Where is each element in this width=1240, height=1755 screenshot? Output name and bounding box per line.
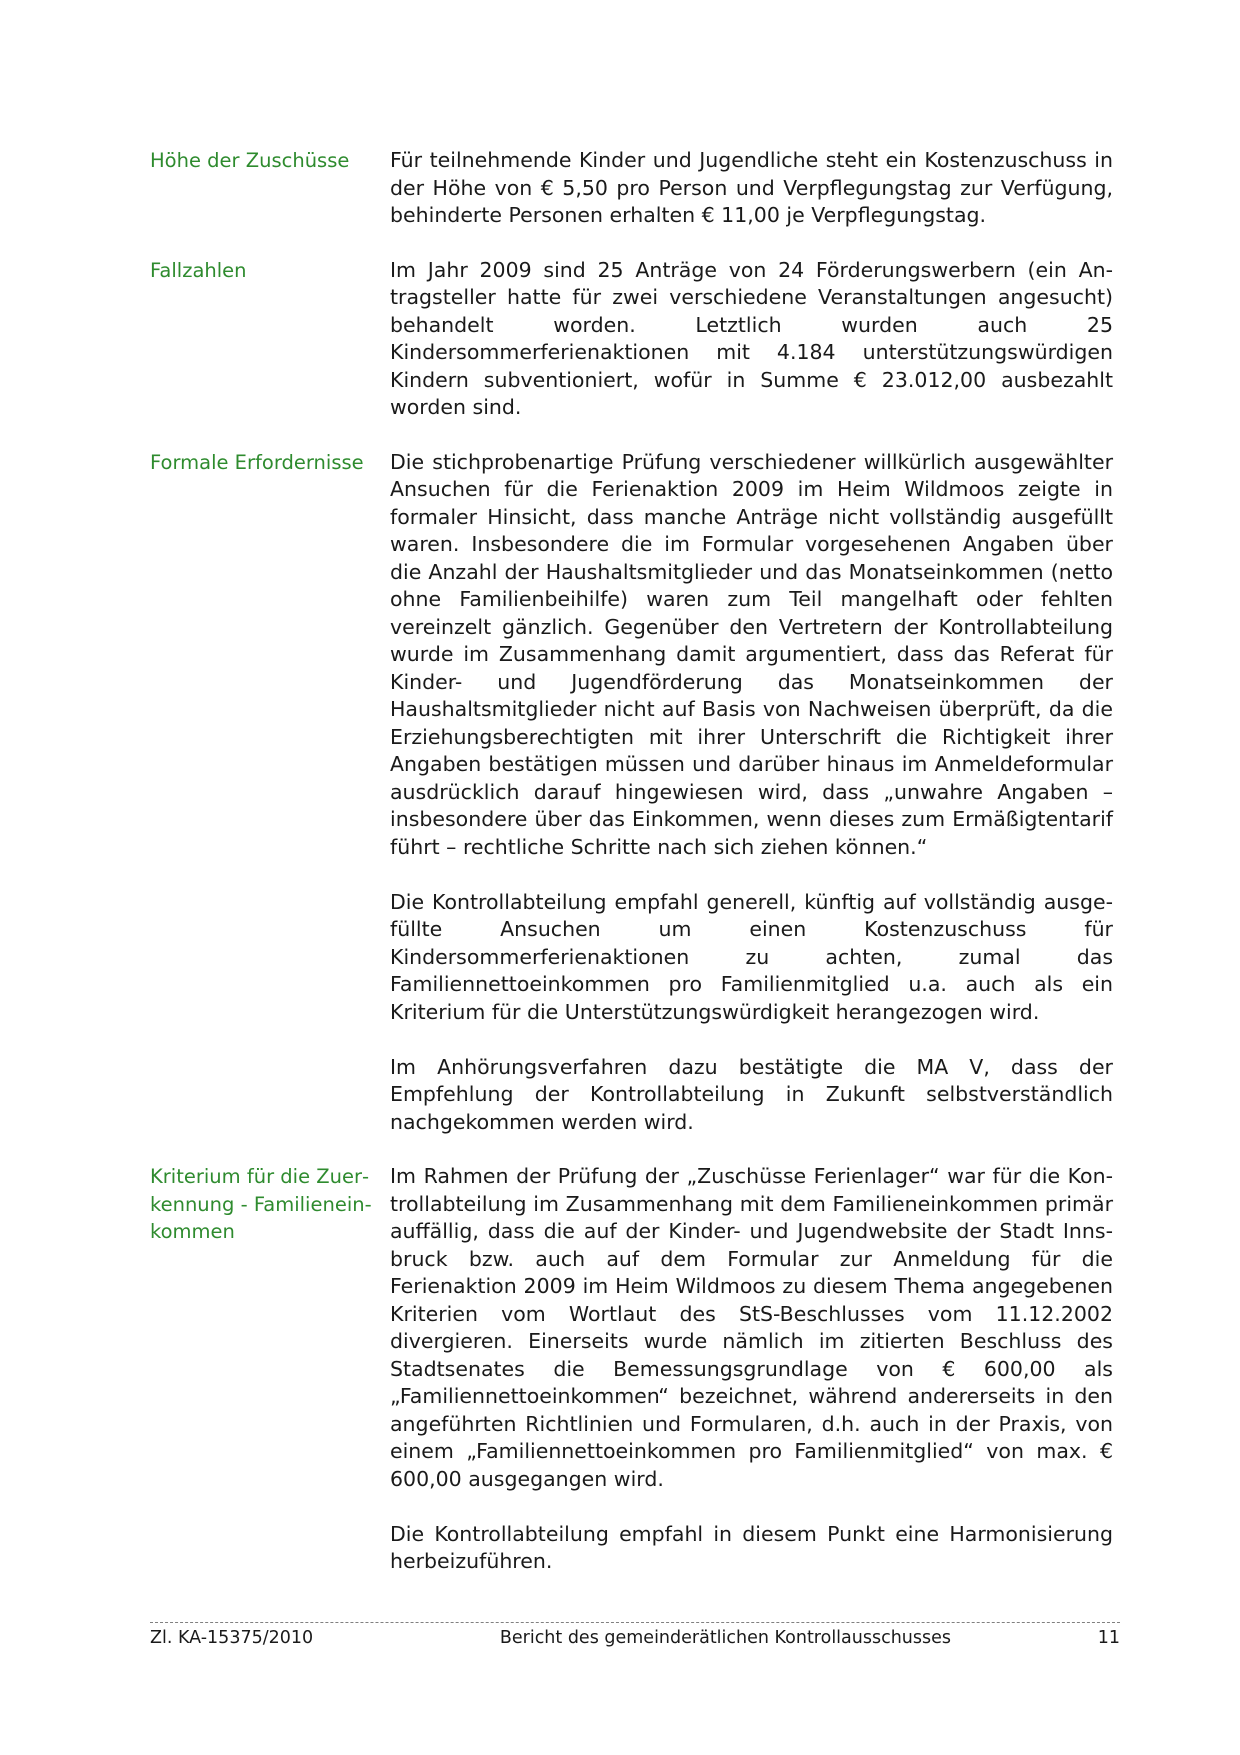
section-fallzahlen: [150, 257, 1120, 422]
footer-reference: Zl. KA-15375/2010: [150, 1628, 314, 1648]
paragraph: Im Rahmen der Prüfung der „Zuschüsse Ferienlager“ war für die Kontrollabteilung im Zusammenhang mit dem Familieneinkommen primär auffällig, dass die auf der Kinder- und Jugendwebsite der Stadt Innsbruck bzw. auch auf dem Formular zur Anmeldung für die Ferienaktion 2009 im Heim Wildmoos zu diesem Thema angegebenen Kriterien vom Wortlaut des StS-Beschlusses vom 11.12.2002 divergieren. Einerseits wurde nämlich im zitierten Beschluss des Stadtsenates die Bemessungsgrundlage von € 600,00 als „Familiennettoeinkommen“ bezeichnet, während andererseits in den angeführten Richtlinien und Formularen, d.h. auch in der Praxis, von einem „Familiennettoeinkommen pro Familienmitglied“ von max. € 600,00 ausgegangen wird.: [390, 1164, 1113, 1491]
paragraph: Im Jahr 2009 sind 25 Anträge von 24 Förderungswerbern (ein Antragsteller hatte für zwei verschiedene Veranstaltungen angesucht) behandelt worden. Letztlich wurden auch 25 Kindersommerferienaktionen mit 4.184 unterstützungswürdigen Kindern subventioniert, wofür in Summe € 23.012,00 ausbezahlt worden sind.: [390, 257, 1113, 419]
section-text: [390, 147, 1113, 230]
section-text: [390, 1163, 1113, 1576]
section-text: [390, 449, 1113, 1137]
margin-heading: Formale Erfordernisse: [150, 450, 364, 474]
page-footer: [150, 1622, 1120, 1650]
margin-heading: Höhe der Zuschüsse: [150, 149, 350, 172]
paragraph: Die Kontrollabteilung empfahl in diesem Punkt eine Harmonisierung herbeizuführen.: [390, 1521, 1113, 1573]
page-number: 11: [1097, 1628, 1120, 1648]
paragraph: Im Anhörungsverfahren dazu bestätigte die MA V, dass der Empfehlung der Kontrollabteilung in Zukunft selbstverständlich nachgekommen werden wird.: [390, 1054, 1113, 1134]
section-text: [390, 257, 1113, 422]
paragraph: Die stichprobenartige Prüfung verschiedener willkürlich ausgewählter Ansuchen für die Ferienaktion 2009 im Heim Wildmoos zeigte in formaler Hinsicht, dass manche Anträge nicht vollständig ausgefüllt waren. Insbesondere die im Formular vorgesehenen Angaben über die Anzahl der Haushaltsmitglieder und das Monatseinkommen (netto ohne Familienbeihilfe) waren zum Teil mangelhaft oder fehlten vereinzelt gänzlich. Gegenüber den Vertretern der Kontrollabteilung wurde im Zusammenhang damit argumentiert, dass das Referat für Kinder- und Jugendförderung das Monatseinkommen der Haushaltsmitglieder nicht auf Basis von Nachweisen überprüft, da die Erziehungsberechtigten mit ihrer Unterschrift die Richtigkeit ihrer Angaben bestätigen müssen und darüber hinaus im Anmeldeformular ausdrücklich darauf hingewiesen wird, dass „unwahre Angaben – insbesondere über das Einkommen, wenn dieses zum Ermäßigtentarif führt – rechtliche Schritte nach sich ziehen können.“: [390, 449, 1113, 859]
margin-heading: Kriterium für die Zuerkennung - Familieneinkommen: [150, 1165, 372, 1243]
report-body: [150, 147, 1120, 1603]
section-formale-erfordernisse: [150, 449, 1120, 1137]
section-kriterium-familieneinkommen: [150, 1163, 1120, 1576]
section-hoehe-der-zuschuesse: [150, 147, 1120, 230]
margin-heading: Fallzahlen: [150, 258, 247, 282]
footer-title: Bericht des gemeinderätlichen Kontrollausschusses: [499, 1628, 952, 1648]
paragraph: Die Kontrollabteilung empfahl generell, künftig auf vollständig ausgefüllte Ansuchen um einen Kostenzuschuss für Kindersommerferienaktionen zu achten, zumal das Familiennettoeinkommen pro Familienmitglied u.a. auch als ein Kriterium für die Unterstützungswürdigkeit herangezogen wird.: [390, 889, 1113, 1024]
paragraph: Für teilnehmende Kinder und Jugendliche steht ein Kostenzuschuss in der Höhe von € 5,50 pro Person und Verpflegungstag zur Verfügung, behinderte Personen erhalten € 11,00 je Verpflegungstag.: [390, 148, 1113, 227]
